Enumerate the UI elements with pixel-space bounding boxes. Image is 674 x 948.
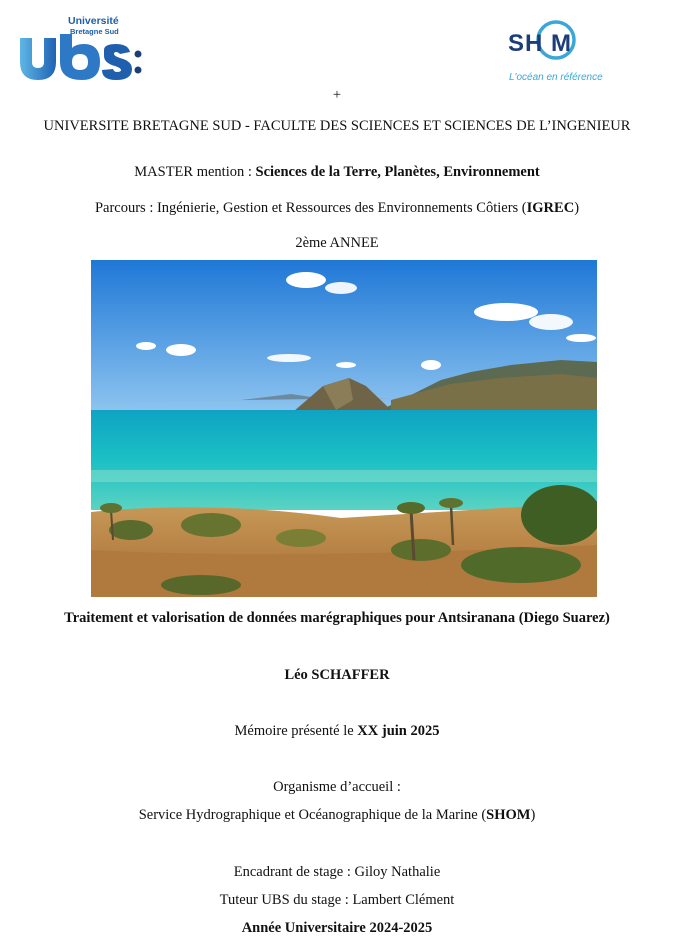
ubs-logo-line1: Université <box>68 15 119 27</box>
memoir-title: Traitement et valorisation de données marégraphiques pour Antsiranana (Diego Suarez) <box>64 610 610 626</box>
parcours-suffix: ) <box>574 200 580 216</box>
shom-wordmark: SH M <box>508 30 572 57</box>
supervisor-line: Encadrant de stage : Giloy Nathalie <box>233 864 441 880</box>
memoire-date: XX juin 2025 <box>357 723 440 739</box>
master-line <box>0 163 674 181</box>
university-name: UNIVERSITE BRETAGNE SUD - FACULTE DES SCIENCES ET SCIENCES DE L’INGENIEUR <box>43 118 631 134</box>
author-name: Léo SCHAFFER <box>284 667 390 683</box>
parcours-line <box>0 199 674 217</box>
host-acronym: SHOM <box>486 807 531 823</box>
tutor-line: Tuteur UBS du stage : Lambert Clément <box>219 892 455 908</box>
shom-logo <box>500 12 615 87</box>
year-line: 2ème ANNEE <box>295 235 379 251</box>
master-prefix: MASTER mention : <box>134 164 256 180</box>
parcours-acronym: IGREC <box>526 200 575 216</box>
ubs-logo <box>18 14 143 84</box>
parcours-name: Ingénierie, Gestion et Ressources des Environnements Côtiers ( <box>156 200 527 216</box>
memoire-line <box>0 722 674 740</box>
plus-sign: + <box>332 87 342 103</box>
ubs-letters-graphic <box>18 14 143 84</box>
host-suffix: ) <box>530 807 536 823</box>
host-name: Service Hydrographique et Océanographique de la Marine ( <box>138 807 487 823</box>
cover-photo <box>91 260 597 597</box>
ubs-logo-line2: Bretagne Sud <box>70 27 119 36</box>
master-name: Sciences de la Terre, Planètes, Environnement <box>255 164 540 180</box>
landscape-image <box>91 260 597 597</box>
academic-year: Année Universitaire 2024-2025 <box>241 920 433 936</box>
host-label: Organisme d’accueil : <box>273 779 401 795</box>
shom-tagline: L'océan en référence <box>509 72 603 83</box>
host-line <box>0 806 674 824</box>
parcours-prefix: Parcours : <box>94 200 157 216</box>
memoire-prefix: Mémoire présenté le <box>234 723 358 739</box>
